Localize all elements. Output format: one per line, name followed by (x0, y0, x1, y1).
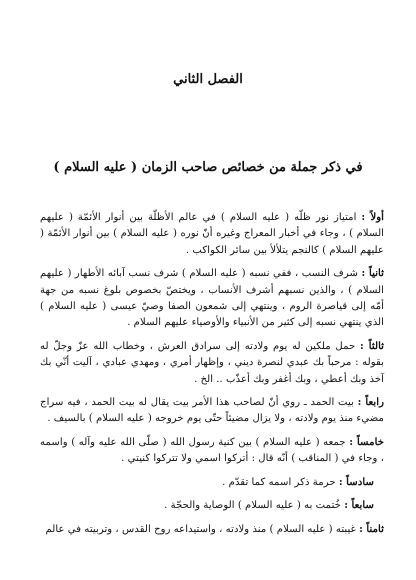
paragraph-lead: ثامناً : (359, 522, 384, 535)
chapter-title: الفصل الثاني (173, 72, 243, 87)
paragraph-8 (40, 521, 384, 538)
paragraph-text: بيت الحمد ـ روي أنّ لصاحب هذا الأمر بيت يقال له بيت الحمد ، فيه سراج مضيء منذ يوم ولادته ، ولا يزال مضيئاً حتّى يوم خروجه ( عليه السلام ) بالسيف . (40, 397, 384, 425)
paragraph-4 (40, 394, 384, 428)
paragraph-lead: ثانياً : (361, 267, 384, 280)
paragraph-5 (40, 434, 384, 468)
paragraph-text: امتياز نور ظلّه ( عليه السلام ) في عالم الأظلّة بين أنوار الأئمّة ( عليهم السلام ) ، وجاء في أخبار المعراج وغيره أنّ نوره ( عليه السلام ) بين أنوار الأئمّة ( عليهم السلام ) كالنجم يتلألأ بين سائر الكواكب . (40, 212, 384, 256)
paragraph-lead: سابعاً : (344, 499, 374, 512)
paragraph-2 (40, 265, 384, 332)
paragraph-lead: أولاً : (361, 211, 385, 223)
paragraph-lead: سادساً : (338, 475, 374, 488)
paragraph-lead: خامساً : (349, 435, 384, 448)
paragraph-text: حرمة ذكر اسمه كما تقدّم . (222, 476, 339, 488)
paragraph-text: شرف النسب ، ففي نسبه ( عليه السلام ) شرف نسب آبائه الأطهار ( عليهم السلام ) ، والذين نسبهم أشرف الأنساب ، ويختصّ بخصوص بلوغ نسبه من جهة أمّه إلى قياصرة الروم ، وينتهي إلى شمعون الصفا وصيّ عيسى ( عليه السلام ) الذي ينتهي نسبه إلى كثير من الأنبياء والأوصياء عليهم السلام . (40, 268, 384, 329)
paragraph-text: خُتمت به ( عليه السلام ) الوصاية والحجّة . (164, 500, 345, 512)
paragraph-text: غيبته ( عليه السلام ) منذ ولادته ، واستيداعه روح القدس ، وتربيته في عالم (45, 523, 360, 535)
paragraph-3 (40, 338, 384, 388)
paragraph-text: حمل ملكين له يوم ولادته إلى سرادق العرش ، وخطاب الله عزّ وجلّ له بقوله : مرحباً بك عبدي لنصرة ديني ، وإظهار أمري ، ومهدي عبادي ، آليت أنّي بك آخذ وبك أعطي ، وبك أغفر وبك أعذّب .. الخ . (40, 340, 384, 385)
paragraph-1 (40, 209, 384, 259)
paragraph-lead: رابعاً : (357, 396, 384, 409)
paragraph-text: جمعه ( عليه السلام ) بين كنية رسول الله ( صلّى الله عليه وآله ) واسمه ، وجاء في ( المناقب ) أنّه قال : أتركوا اسمي ولا تتركوا كنيتي . (40, 436, 384, 465)
paragraph-6 (40, 474, 384, 491)
paragraph-lead: ثالثاً : (360, 339, 385, 352)
paragraph-7 (40, 497, 384, 514)
document-body (40, 209, 384, 538)
section-title: في ذكر جملة من خصائص صاحب الزمان ( عليه السلام ) (53, 160, 363, 175)
